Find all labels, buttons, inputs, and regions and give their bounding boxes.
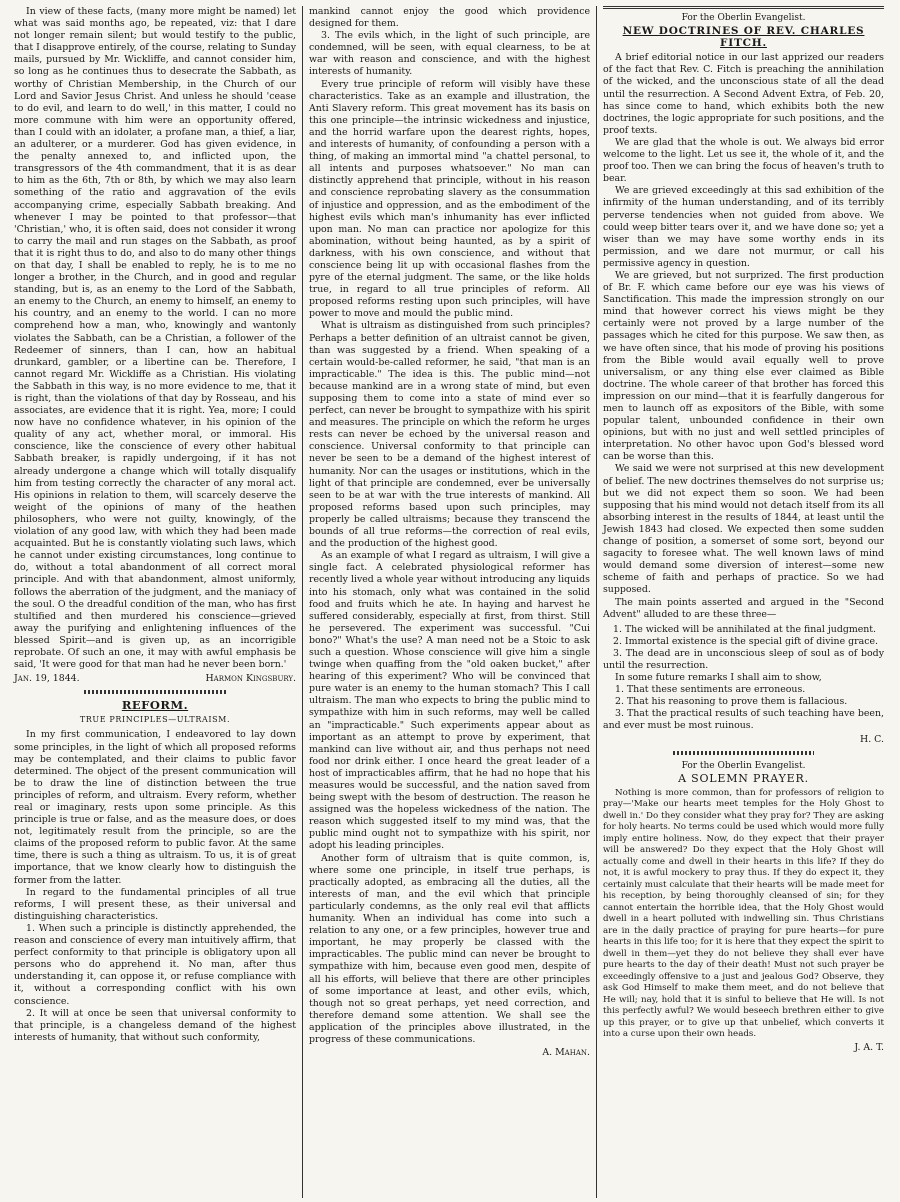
article-author: J. A. T. [854,1041,884,1053]
article-paragraph: We are grieved, but not surprized. The first production of Br. F. which came before our eye was his views of Sanctification. This made the impression strongly on our mind that however correct his views might be they certainly were not proved by a large number of the passages which he cited for this purpose. We saw then, as we have often since, that his mode of proving his positions from the Bible would avail equally well to prove universalism, or any thing else ever claimed as Bible doctrine. The whole career of that brother has forced this impression on our mind—that it is fearfully dangerous for men to launch off as expositors of the Bible, with some popular talent, unbounded confidence in their own opinions, but with no just and well settled principles of interpretation. No other havoc upon God's blessed word can be worse than this. [603,269,884,463]
article-paragraph: We are glad that the whole is out. We always bid error welcome to the light. Let us see it, the whole of it, and the proof too. Then we can bring the focus of heaven's truth to bear. [603,136,884,185]
section-divider [673,751,814,755]
list-item: 3. The dead are in unconscious sleep of soul as of body until the resurrection. [603,647,884,671]
article-author: H. C. [860,733,884,745]
article-paragraph: 1. When such a principle is distinctly apprehended, the reason and conscience of every man intuitively affirm, that perfect conformity to that principle is obligatory upon all persons who do apprehend it. No man, after thus understanding it, can oppose it, or refuse compliance with it, without a corresponding conflict with his own conscience. [14,922,296,1007]
article-paragraph: In view of these facts, (many more might be named) let what was said months ago, be repeated, viz: that I dare not longer remain silent; but would testify to the public, that I disapprove entirely, of the course, relating to Sunday mails, pursued by Mr. Wickliffe, and cannot consider him, so long as he continues thus to desecrate the Sabbath, as worthy of Christian Membership, in the Church of our Lord and Savior Jesus Christ. And unless he should 'cease to do evil, and learn to do well,' in this matter, I could no more commune with him were an opportunity offered, than I could with an idolater, a profane man, a thief, a liar, an adulterer, or a murderer. God has given evidence, in the penalty annexed to, and inflicted upon, the transgressors of the 4th commandment, that it is as dear to him as the 6th, 7th or 8th, by which we may also learn something of the ratio and aggravation of the evils accompanying crime, especially Sabbath breaking. And whenever I may be pointed to that professor—that 'Christian,' who, it is often said, does not consider it wrong to carry the mail and run stages on the Sabbath, as proof that it is right thus to do, and also to do many other things on that day, I shall be enabled to reply, he is to me no longer a brother, in the Church, and in good and regular standing, but is, as an enemy to the Lord of the Sabbath, an enemy to the Church, an enemy to himself, an enemy to his country, and an enemy to the world. I can no more comprehend how a man, who, knowingly and wantonly violates the Sabbath, can be a Christian, a follower of the Redeemer of sinners, than I can, how an habitual drunkard, gambler, or a libertine can be. Therefore, I cannot regard Mr. Wickliffe as a Christian. His violating the Sabbath in this way, is no more evidence to me, that it is right, than the violations of that day by Rosseau, and his associates, are evidence that it is right. Yea, more; I could now have no confidence whatever, in his opinion of the quality of any act, whether moral, or immoral. His conscience, like the conscience of every other habitual Sabbath breaker, is rapidly undergoing, if it has not already undergone a change which will totally disqualify him from testing correctly the character of any moral act. His opinions in relation to them, will scarcely deserve the weight of the opinions of many of the heathen philosophers, who were not guilty, knowingly, of the violation of any good law, with which they had been made acquainted. But he is constantly violating such laws, which he cannot under existing circumstances, long continue to do, without a total abandonment of all correct moral principle. And with that abandonment, almost uniformly, follows the aberration of the judgment, and the maniacy of the soul. O the dreadful condition of the man, who has first stultified and then murdered his conscience—grieved away the purifying and enlightening influences of the blessed Spirit—and is given up, as an incorrigible reprobate. Of such an one, it may with awful emphasis be said, 'It were good for that man had he never been born.' [14,6,296,671]
article-subheading: TRUE PRINCIPLES—ULTRAISM. [79,715,231,725]
article-paragraph: Nothing is more common, than for professors of religion to pray—'Make our hearts meet temples for the Holy Ghost to dwell in.' Do they consider what they pray for? They are asking for holy hearts. No terms could be used which would more fully imply entire holiness. Now, do they expect that their prayer will be answered? Do they expect that the Holy Ghost will actually come and dwell in their hearts in this life? If they do not, it is awful mockery to pray thus. If they do expect it, they certainly must calculate that their hearts will be made meet for his reception, by being thoroughly cleansed of sin; for they cannot entertain the horrible idea, that the Holy Ghost would dwell in a heart polluted with indwelling sin. Thus Christians are in the daily practice of praying for pure hearts—for pure hearts in this life too; for it is here that they expect the spirit to dwell in them—yet they do not believe they shall ever have pure hearts to the day of their death! Must not such prayer be exceedingly offensive to a just and jealous God? Observe, they ask God Himself to make them meet, and do not believe that He will; nay, hold that it is sinful to believe that He will. Is not this perfectly awful? We would beseech brethren either to give up this prayer, or to give up that unbelief, which converts it into a curse upon their own heads. [603,787,884,1040]
section-divider [84,690,226,694]
list-item: 2. That his reasoning to prove them is fallacious. [615,696,848,708]
list-item: 1. The wicked will be annihilated at the final judgment. [613,623,877,635]
article-heading: REFORM. [121,698,189,713]
numbered-list [603,624,884,672]
article-paragraph: What is ultraism as distinguished from such principles? Perhaps a better definition of an ultraist cannot be given, than was suggested by a friend. When speaking of a certain would-be-called reformer, he said, "that man is an impracticable." The idea is this. The public mind—not because mankind are in a wrong state of mind, but even supposing them to come into a state of mind ever so perfect, can never be brought to sympathize with his spirit and measures. The principle on which the reform he urges rests can never be echoed by the universal reason and conscience. Universal conformity to that principle can never be seen to be a demand of the highest interest of humanity. Nor can the usages or institutions, which in the light of that principle are condemned, ever be universally seen to be at war with the true interests of mankind. All proposed reforms based upon such principles, may properly be called ultraisms; because they transcend the bounds of all true reforms—the correction of real evils, and the production of the highest good. [309,320,590,550]
article-paragraph: We are grieved exceedingly at this sad exhibition of the infirmity of the human understanding, and of its terribly perverse tendencies when not guided from above. We could weep bitter tears over it, and we have done so; yet a wiser than we may have some worthy ends in its permission, and we dare not murmur, or call his permissive agency in question. [603,185,884,269]
article-paragraph: As an example of what I regard as ultraism, I will give a single fact. A celebrated physiological reformer has recently lived a whole year without introducing any liquids into his stomach, only what was contained in the solid food and fruits which he ate. In haying and harvest he suffered considerably, especially at first, from thirst. Still he persevered. The experiment was successful. "Cui bono?" What's the use? A man need not be a Stoic to ask such a question. Whose conscience will give him a single twinge when quaffing from the "old oaken bucket," after hearing of this experiment? Who will be convinced that pure water is an enemy to the human stomach? This I call ultraism. The man who expects to bring the public mind to sympathize with him in such reforms, may well be called an "impracticable." Such experiments appear about as important as an attempt to prove by experiment, that mankind can live without air, and thus perhaps not need food nor drink either. I once heard the great leader of a host of impracticables affirm, that he had no hope that his measures would be successful, and the nation saved from being swept with the besom of destruction. The reason he assigned was the hopeless wickedness of the nation. The reason which suggested itself to my mind was, that the public mind ought not to sympathize with his spirit, nor adopt his leading principles. [309,550,590,852]
article-paragraph: In some future remarks I shall aim to show, [615,672,822,684]
article-heading: NEW DOCTRINES OF REV. CHARLES FITCH. [622,25,865,50]
article-author: A. Mahan. [542,1047,590,1059]
article-author: Harmon Kingsbury. [205,673,296,685]
article-paragraph: A brief editorial notice in our last apprized our readers of the fact that Rev. C. Fitch is preaching the annihilation of the wicked, and the unconscious state of all the dead until the resurrection. A Second Advent Extra, of Feb. 20, has since come to hand, which exhibits both the new doctrines, the logic appropriate for such positions, and the proof texts. [603,52,884,136]
column-2 [302,6,596,1198]
top-rule [603,6,884,9]
article-paragraph: We said we were not surprised at this new development of belief. The new doctrines themselves do not surprise us; but we did not expect them so soon. We had been supposing that his mind would not detach itself from its all absorbing interest in the results of 1844, at least until the Jewish 1843 had closed. We expected then some sudden change of position, a somerset of some sort, beyond our sagacity to foresee what. The well known laws of mind would demand some diversion of interest—some new scheme of faith and perhaps of practice. So we had supposed. [603,463,884,596]
article-paragraph: In regard to the fundamental principles of all true reforms, I will present these, as their universal and distinguishing characteristics. [14,886,296,922]
column-3 [596,6,890,1198]
article-paragraph: In my first communication, I endeavored to lay down some principles, in the light of which all proposed reforms may be contemplated, and their claims to public favor determined. The object of the present communication will be to draw the line of distinction between the true principles of reform, and ultraism. Every reform, whether real or imaginary, rests upon some principle. As this principle is true or false, and as the measure does, or does not, legitimately result from the principle, so are the claims of the proposed reform to public favor. At the same time, there is such a thing as ultraism. To us, it is of great importance, that we know clearly how to distinguish the former from the latter. [14,729,296,886]
article-source: For the Oberlin Evangelist. [681,13,806,23]
article-paragraph: Another form of ultraism that is quite common, is, where some one principle, in itself true perhaps, is practically adopted, as embracing all the duties, all the interests of man, and the evil which that principle particularly condemns, as the only real evil that afflicts humanity. When an individual has come into such a relation to any one, or a few principles, however true and important, he may properly be classed with the impracticables. The public mind can never be brought to sympathize with him, because even good men, despite of all his efforts, will believe that there are other principles of some importance at least, and other evils, which, though not so great perhaps, yet need correction, and therefore demand some attention. We shall see the application of the principles above illustrated, in the progress of these communications. [309,852,590,1045]
article-paragraph: mankind cannot enjoy the good which providence designed for them. [309,6,590,30]
article-paragraph: 2. It will at once be seen that universal conformity to that principle, is a changeless demand of the highest interests of humanity, that without such conformity, [14,1007,296,1043]
signature-line [14,673,296,685]
article-paragraph: 3. The evils which, in the light of such principle, are condemned, will be seen, with equal clearness, to be at war with reason and conscience, and with the highest interests of humanity. [309,30,590,78]
article-paragraph: The main points asserted and argued in the "Second Advent" alluded to are these three— [603,596,884,620]
list-item: 2. Immortal existence is the special gift of divine grace. [613,635,878,647]
article-heading: A SOLEMN PRAYER. [678,771,809,785]
article-source: For the Oberlin Evangelist. [681,760,806,771]
article-paragraph: Every true principle of reform will visibly have these characteristics. Take as an example and illustration, the Anti Slavery reform. This great movement has its basis on this one principle—the intrinsic wickedness and injustice, and the horrid warfare upon the dearest rights, hopes, and interests of humanity, of confounding a person with a thing, of making an immortal mind "a chattel personal, to all intents and purposes whatsoever." No man can distinctly apprehend that principle, without in his reason and conscience reprobating slavery as the consummation of injustice and oppression, and as the embodiment of the highest evils which man's inhumanity has ever inflicted upon man. No man can practice nor apologize for this abomination, without being haunted, as by a spirit of darkness, with his own conscience, and without that conscience being lit up with occasional flashes from the pyre of the eternal judgment. The same, or the like holds true, in regard to all true principles of reform. All proposed reforms resting upon such principles, will have power to move and mould the public mind. [309,78,590,320]
list-item: 3. That the practical results of such teaching have been, and ever must be most ruinous. [603,708,884,732]
list-item: 1. That these sentiments are erroneous. [615,684,806,696]
article-date: Jan. 19, 1844. [14,673,80,685]
column-1 [8,6,302,1198]
